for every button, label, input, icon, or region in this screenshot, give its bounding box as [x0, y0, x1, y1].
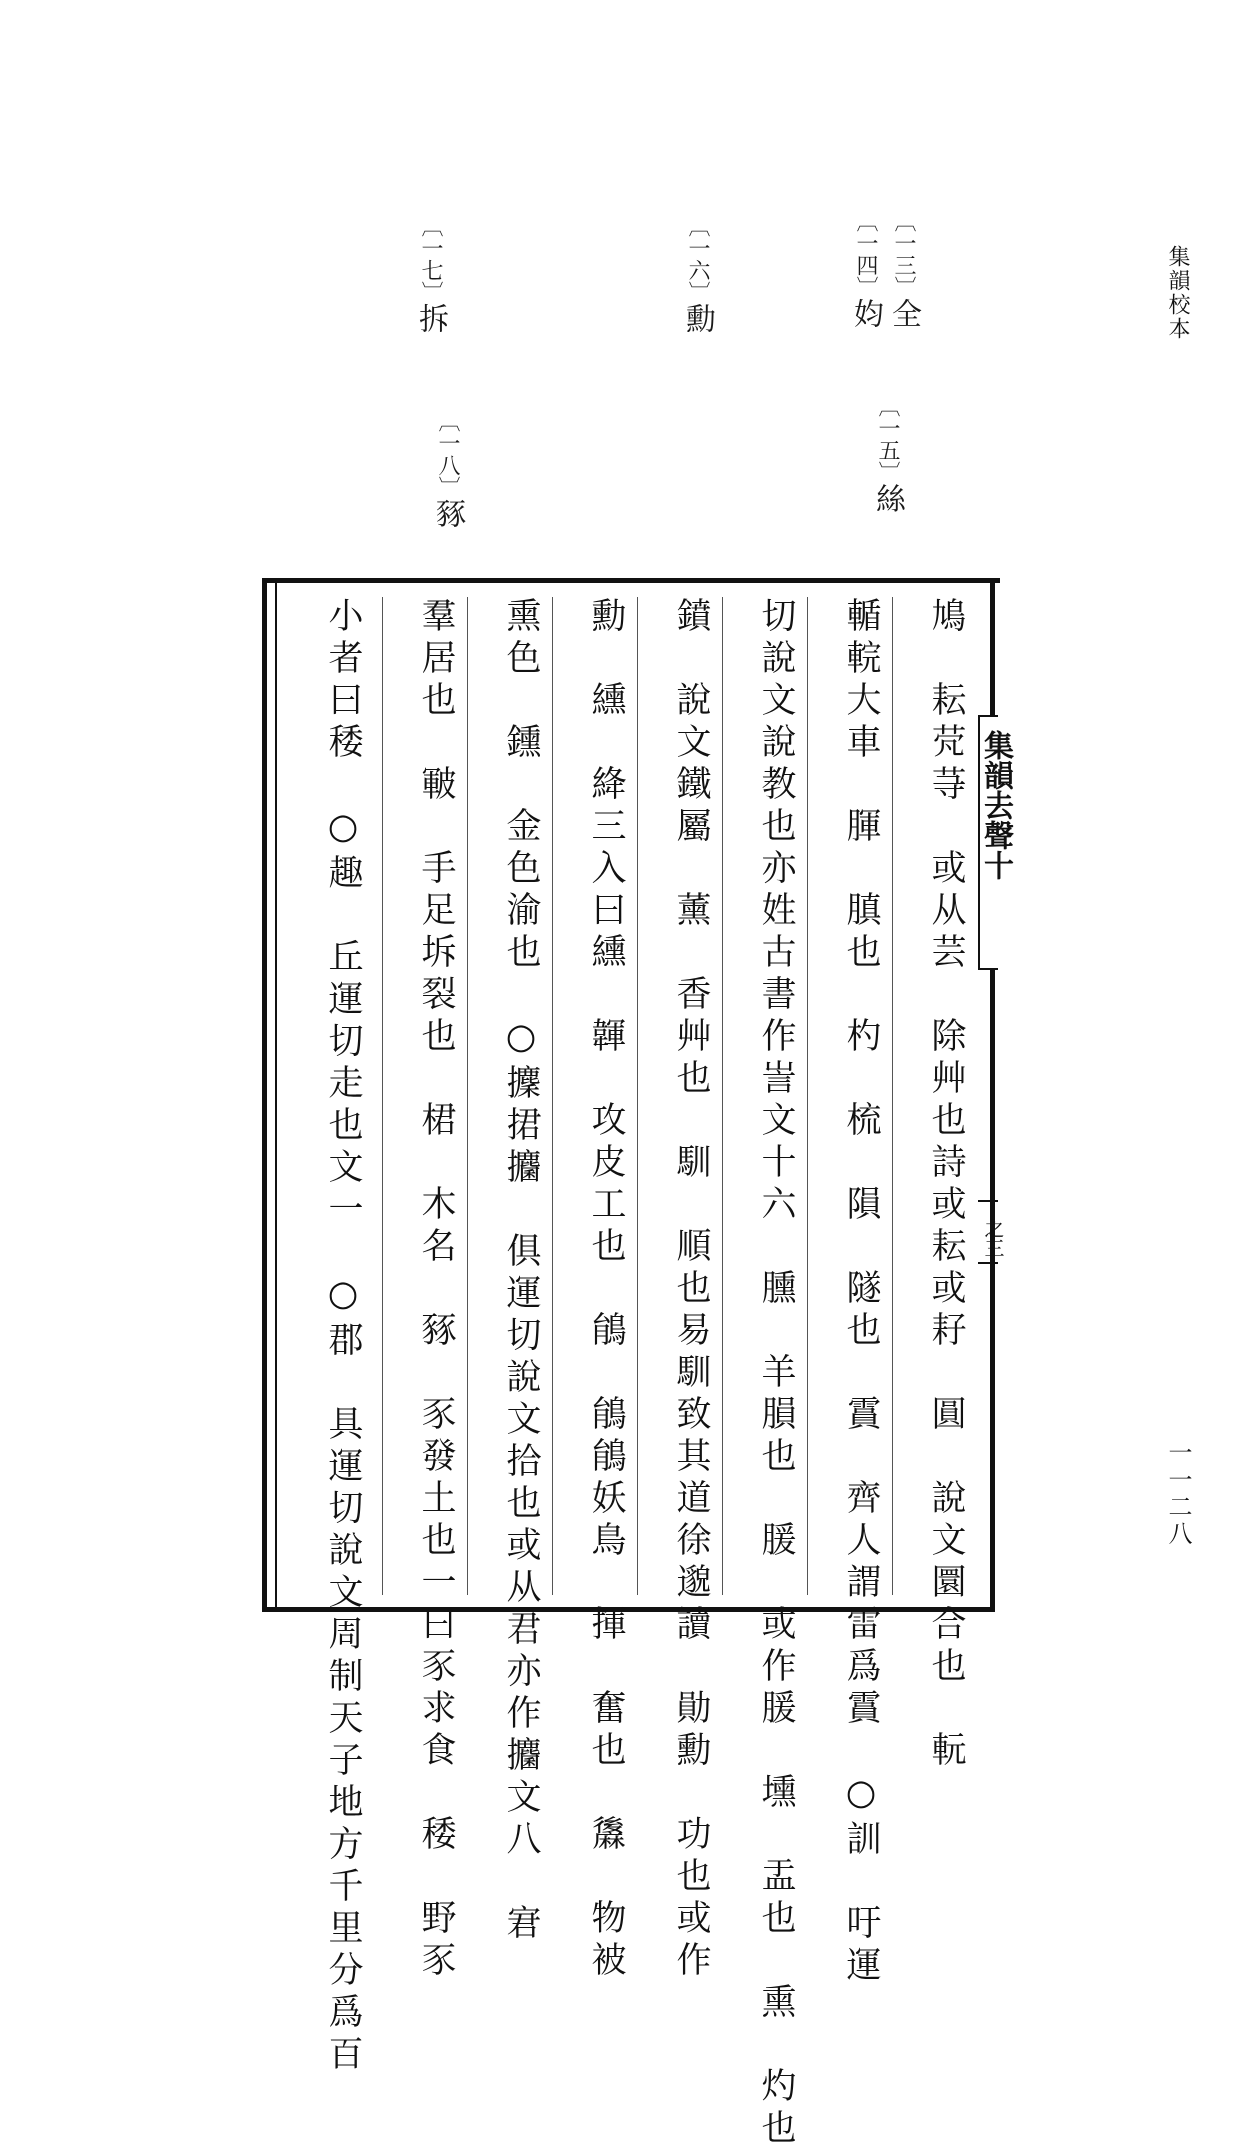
frame-corner-tick [990, 578, 1000, 583]
text-column-2 [807, 597, 892, 1988]
text-column-6 [467, 597, 552, 1946]
text-column-1 [892, 597, 977, 1773]
column-text: 切說文說教也亦姓古書作訔文十六 臐 羊䐣也 䐘 或作䐘 壎 盂也 熏 灼也 [756, 597, 796, 2151]
column-text: 羣居也 皸 手足坼裂也 桾 木名 豩 豕發土也一曰豕求食 䅗 野豕 [416, 597, 456, 1983]
fold-mark: 之三 [981, 1218, 1005, 1258]
column-text: 鐼 說文鐵屬 薰 香艸也 馴 順也易馴致其道徐邈讀 勛勳 功也或作 [671, 597, 711, 1983]
running-head: 集韻校本 [1165, 245, 1190, 341]
text-column-3 [722, 597, 807, 2151]
collation-note-14 [848, 210, 883, 332]
collation-note-16 [680, 215, 715, 337]
column-text: 輴輐大車 腪 䐜也 杓 梳 隕 隧也 霣 齊人謂雷爲霣 ○訓 吁運 [841, 597, 881, 1988]
collation-note-18 [430, 410, 465, 532]
note-marker: 〔一六〕 [685, 215, 710, 303]
text-block-frame [262, 578, 995, 2151]
note-marker: 〔一七〕 [418, 215, 443, 303]
note-text: 拆 [413, 303, 448, 337]
note-text: 㚬 [848, 298, 883, 332]
page-number: 一一二八 [1164, 1440, 1192, 1548]
text-column-8 [289, 597, 374, 2077]
block-title: 集韻去聲十 [978, 730, 1013, 880]
text-column-4 [637, 597, 722, 1983]
note-text: 勳 [680, 303, 715, 337]
fold-rule-bottom [978, 1262, 998, 1264]
note-text: 豩 [430, 498, 465, 532]
frame-inner-rule [275, 583, 277, 1607]
column-text: 鳩 耘䒮䒭 或从芸 除艸也詩或耘或耔 圓 說文圜合也 䡇 [926, 597, 966, 1773]
column-text: 熏色 鑂 金色渝也 ○攈捃攟 俱運切說文拾也或从君亦作攟文八 宭 [501, 597, 541, 1946]
note-marker: 〔一八〕 [435, 410, 460, 498]
note-marker: 〔一三〕 [891, 210, 916, 298]
fold-rule-top [978, 1200, 998, 1202]
note-marker: 〔一四〕 [853, 210, 878, 298]
text-column-5 [552, 597, 637, 1983]
collation-note-13 [886, 210, 921, 332]
note-text: 絲 [870, 483, 905, 517]
column-text: 勳 纁 絳三入曰纁 韗 攻皮工也 䳌 䳌䳌妖鳥 揮 奮也 䵈 物被 [586, 597, 626, 1983]
column-text: 小者曰䅗 ○趣 丘運切走也文一 ○郡 具運切說文周制天子地方千里分爲百 [323, 597, 363, 2077]
note-marker: 〔一五〕 [875, 395, 900, 483]
note-text: 全 [886, 298, 921, 332]
collation-note-17 [413, 215, 448, 337]
collation-note-15 [870, 395, 905, 517]
text-column-7 [382, 597, 467, 1983]
